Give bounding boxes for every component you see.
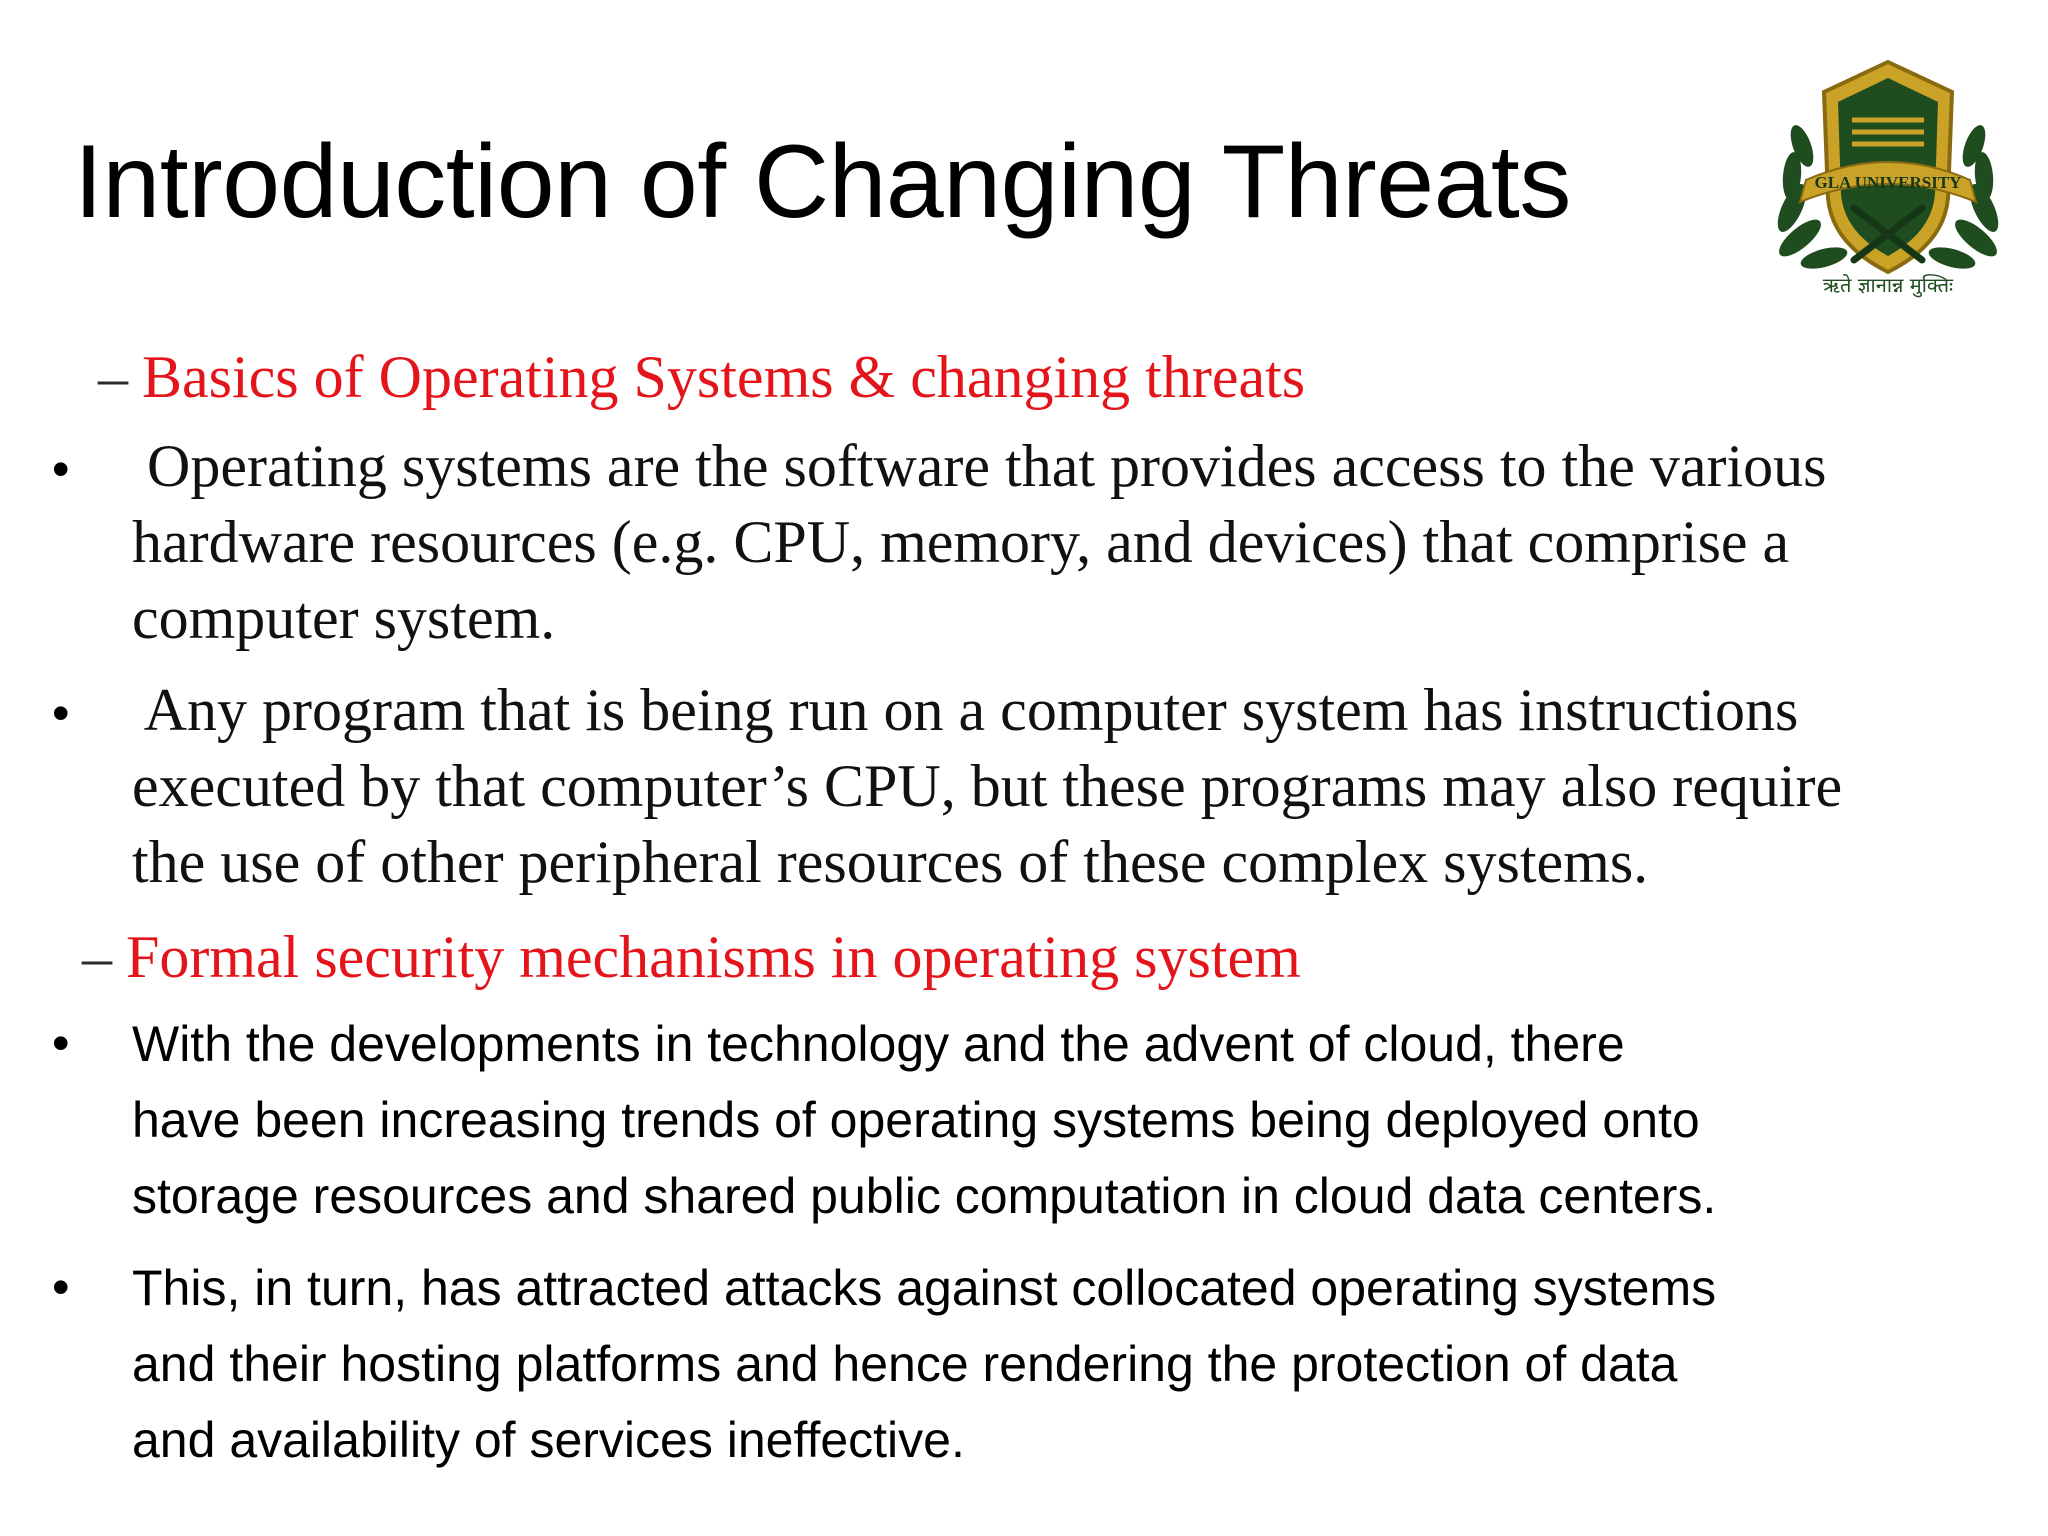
- bullet-line: hardware resources (e.g. CPU, memory, and devices) that comprise a: [132, 509, 1790, 575]
- bullet-line: Operating systems are the software that provides access to the various: [132, 433, 1827, 499]
- bullet-line: Any program that is being run on a computer system has instructions: [132, 677, 1799, 743]
- university-logo: [1762, 48, 2014, 300]
- bullet-line: and their hosting platforms and hence rendering the protection of data: [132, 1336, 1678, 1392]
- bullet-marker: •: [52, 1259, 70, 1315]
- logo-motto: ऋते ज्ञानान्न मुक्तिः: [1822, 273, 1954, 297]
- bullet-line: and availability of services ineffective.: [132, 1412, 965, 1468]
- bullet-line: the use of other peripheral resources of these complex systems.: [132, 829, 1649, 895]
- slide-title: Introduction of Changing Threats: [74, 124, 1571, 240]
- bullet-line: computer system.: [132, 585, 556, 651]
- bullet-line: With the developments in technology and the advent of cloud, there: [132, 1016, 1625, 1072]
- bullet-marker: •: [52, 685, 70, 741]
- dash-marker: –: [82, 924, 112, 990]
- dash-marker: –: [98, 344, 128, 410]
- section-heading-text: Formal security mechanisms in operating system: [126, 924, 1301, 990]
- bullet-line: This, in turn, has attracted attacks against collocated operating systems: [132, 1260, 1717, 1316]
- bullet-line: storage resources and shared public computation in cloud data centers.: [132, 1168, 1717, 1224]
- bullet-text: [132, 428, 2032, 656]
- bullet-marker: •: [52, 1015, 70, 1071]
- bullet-text: [132, 672, 2032, 900]
- logo-text: GLA UNIVERSITY: [1814, 173, 1962, 192]
- section-heading-security-mechanisms: [82, 924, 1301, 990]
- bullet-line: have been increasing trends of operating systems being deployed onto: [132, 1092, 1700, 1148]
- bullet-line: executed by that computer’s CPU, but these programs may also require: [132, 753, 1843, 819]
- section-heading-text: Basics of Operating Systems & changing threats: [142, 344, 1306, 410]
- section-heading-os-basics: [98, 344, 1306, 410]
- bullet-text: [132, 1006, 2032, 1234]
- bullet-marker: •: [52, 441, 70, 497]
- bullet-text: [132, 1250, 2032, 1478]
